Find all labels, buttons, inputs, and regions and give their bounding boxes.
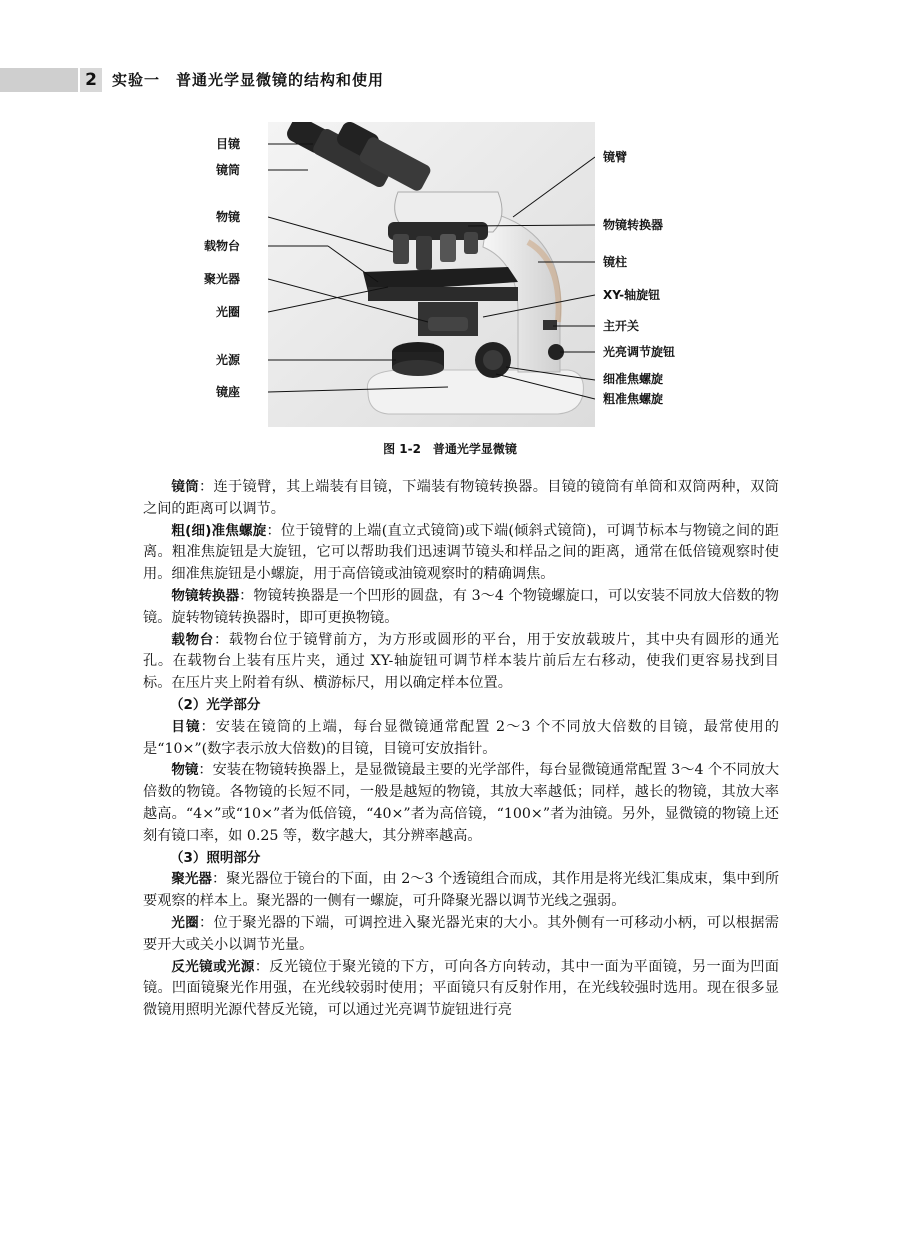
term: 物镜: [171, 762, 199, 779]
label-diaphragm: 光圈: [215, 305, 240, 319]
paragraph-stage: [143, 630, 779, 695]
term: 目镜: [171, 718, 201, 735]
paragraph-nosepiece: [143, 586, 779, 630]
paragraph-text: ：位于聚光器的下端，可调控进入聚光器光束的大小。其外侧有一可移动小柄，可以根据需要开大或关小以调节光量。: [143, 914, 779, 953]
paragraph-text: ：物镜转换器是一个凹形的圆盘，有 3～4 个物镜螺旋口，可以安装不同放大倍数的物镜。旋转物镜转换器时，即可更换物镜。: [143, 587, 779, 626]
label-arm: 镜臂: [603, 150, 628, 164]
label-brightness-knob: 光亮调节旋钮: [603, 345, 676, 359]
label-nosepiece: 物镜转换器: [603, 218, 664, 232]
term: 粗(细)准焦螺旋: [171, 522, 267, 539]
term: 载物台: [171, 631, 214, 648]
label-objective: 物镜: [215, 210, 240, 224]
label-eyepiece: 目镜: [215, 137, 240, 151]
label-stage: 载物台: [203, 239, 240, 253]
paragraph-tube: [143, 477, 779, 521]
paragraph-objective: [143, 760, 779, 847]
paragraph-text: ：安装在物镜转换器上，是显微镜最主要的光学部件，每台显微镜通常配置 3～4 个不同放大倍数的物镜。各物镜的长短不同，一般是越短的物镜，其放大率越低；同样，越长的物镜，其放大率越高。“4×”或“10×”者为低倍镜，“40×”者为高倍镜，“100×”者为油镜。另外，显微镜的物镜上还刻有镜口率，如 0.25 等，数字越大，其分辨率越高。: [143, 762, 780, 844]
section-heading-optics: （2）光学部分: [170, 696, 261, 713]
paragraph-text: ：连于镜臂，其上端装有目镜，下端装有物镜转换器。目镜的镜筒有单筒和双筒两种，双筒之间的距离可以调节。: [143, 479, 779, 517]
paragraph-text: ：反光镜位于聚光镜的下方，可向各方向转动，其中一面为平面镜，另一面为凹面镜。凹面镜聚光作用强，在光线较弱时使用；平面镜只有反射作用，在光线较强时选用。现在很多显微镜用照明光源代替反光镜，可以通过光亮调节旋钮进行亮: [143, 958, 779, 1019]
paragraph-eyepiece: [143, 717, 779, 761]
term: 反光镜或光源: [171, 958, 255, 975]
section-heading-illumination: （3）照明部分: [170, 849, 261, 866]
running-header: [0, 68, 900, 92]
paragraph-text: ：安装在镜筒的上端，每台显微镜通常配置 2～3 个不同放大倍数的目镜，最常使用的是“10×”(数字表示放大倍数)的目镜，目镜可安放指针。: [143, 718, 779, 757]
paragraph-text: ：聚光器位于镜台的下面，由 2～3 个透镜组合而成，其作用是将光线汇集成束，集中到所要观察的样本上。聚光器的一侧有一螺旋，可升降聚光器以调节光线之强弱。: [143, 871, 780, 910]
label-fine-focus: 细准焦螺旋: [603, 372, 664, 386]
label-light-source: 光源: [215, 353, 240, 367]
paragraph-diaphragm: [143, 913, 779, 957]
figure-caption: 图 1-2 普通光学显微镜: [383, 442, 517, 456]
label-condenser: 聚光器: [203, 272, 240, 286]
paragraph-text: ：载物台位于镜臂前方，为方形或圆形的平台，用于安放载玻片，其中央有圆形的通光孔。在载物台上装有压片夹，通过 XY-轴旋钮可调节样本装片前后左右移动，使我们更容易找到目标。在压片夹上附着有纵、横游标尺，用以确定样本位置。: [143, 631, 779, 692]
label-coarse-focus: 粗准焦螺旋: [603, 392, 664, 406]
label-tube: 镜筒: [215, 163, 240, 177]
paragraph-text: ：位于镜臂的上端(直立式镜筒)或下端(倾斜式镜筒)，可调节标本与物镜之间的距离。粗准焦旋钮是大旋钮，它可以帮助我们迅速调节镜头和样品之间的距离，通常在低倍镜观察时使用。细准焦旋钮是小螺旋，用于高倍镜或油镜观察时的精确调焦。: [143, 522, 779, 583]
paragraph-focus: [143, 521, 779, 586]
term: 镜筒: [171, 479, 200, 495]
chapter-title: 实验一 普通光学显微镜的结构和使用: [112, 71, 385, 89]
page-number: 2: [80, 68, 102, 92]
label-base: 镜座: [215, 385, 240, 399]
label-main-switch: 主开关: [603, 319, 640, 333]
term: 物镜转换器: [171, 587, 240, 604]
label-pillar: 镜柱: [603, 255, 628, 269]
microscope-illustration: [268, 122, 595, 427]
term: 聚光器: [171, 871, 212, 888]
term: 光圈: [171, 914, 200, 931]
paragraph-condenser: [143, 869, 779, 913]
body-text: [143, 477, 779, 1022]
paragraph-light-source: [143, 957, 779, 1022]
microscope-photo: [268, 122, 595, 427]
label-xy-knob: XY-轴旋钮: [603, 288, 661, 302]
